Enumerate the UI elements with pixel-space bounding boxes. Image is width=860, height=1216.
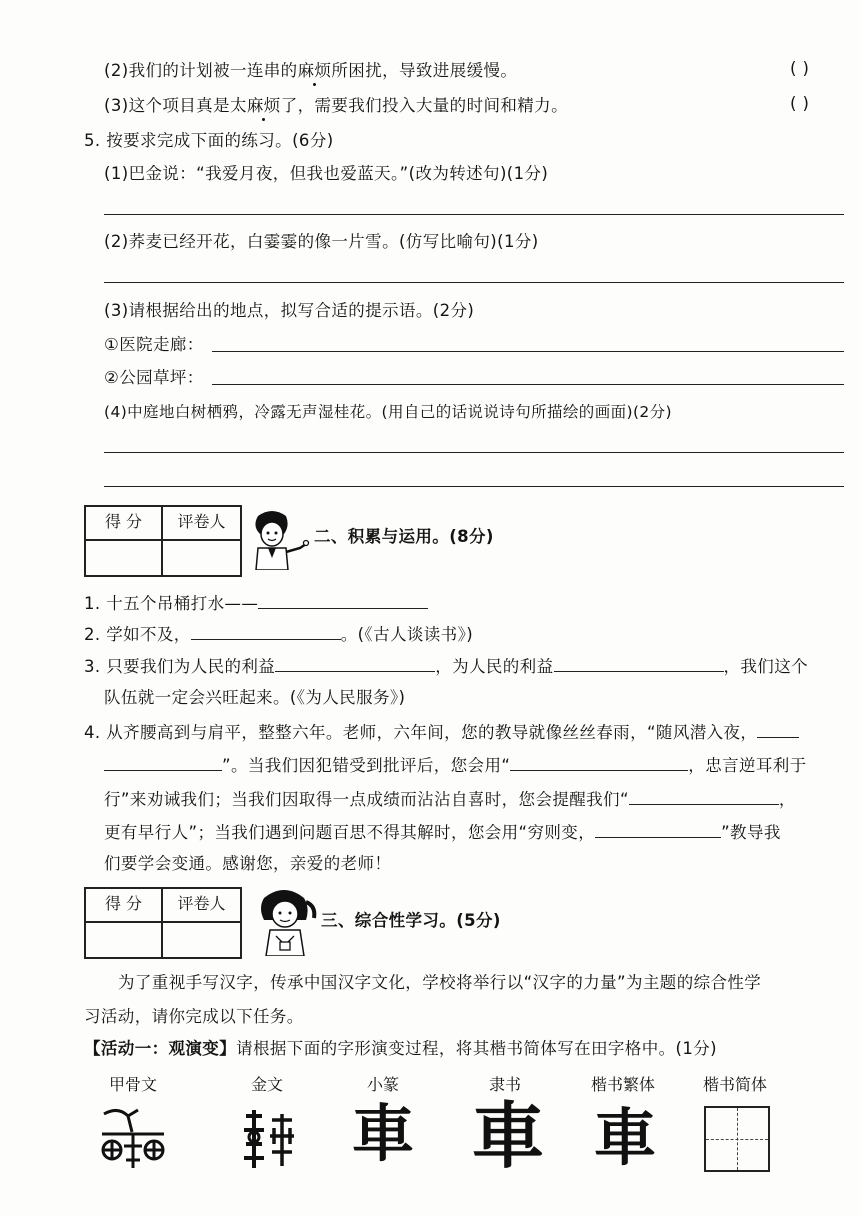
- grader-entry-cell[interactable]: [163, 541, 240, 575]
- q5-3-prompt: (3)请根据给出的地点，拟写合适的提示语。(2分): [104, 301, 475, 320]
- label-clerical: 隶书: [488, 1075, 521, 1094]
- q5-title: 5. 按要求完成下面的练习。(6分): [84, 131, 334, 150]
- s2-item-3-text-c: ，我们这个: [723, 657, 808, 676]
- oracle-bone-glyph: [98, 1106, 168, 1172]
- label-simplified-regular: 楷书简体: [702, 1075, 767, 1094]
- label-small-seal: 小篆: [366, 1075, 399, 1094]
- s2-item-1-text: 1. 十五个吊桶打水——: [84, 594, 259, 613]
- s2-item-2-text-a: 2. 学如不及，: [84, 625, 191, 644]
- s2-item-4-text-4a: 更有早行人”；当我们遇到问题百思不得其解时，您会用“穷则变，: [104, 823, 596, 842]
- s2-item-1: [84, 592, 428, 615]
- s2-item-2: [84, 623, 473, 646]
- score-box-section-3: [84, 887, 242, 959]
- q5-2-answer-line[interactable]: [104, 282, 844, 283]
- s2-item-3-text-a: 3. 只要我们为人民的利益: [84, 657, 276, 676]
- boy-pointing-illustration: [244, 508, 310, 570]
- q5-3-a-answer-line[interactable]: [212, 351, 844, 352]
- q4-item-3-text-a: (3)这个项目真是太: [104, 96, 247, 115]
- q4-item-2-answer-paren[interactable]: ( ): [790, 59, 810, 78]
- q4-item-3: [104, 95, 568, 117]
- bronze-glyph: [240, 1106, 296, 1172]
- s2-item-4-text-2: ”。当我们因犯错受到批评后，您会用“: [222, 756, 511, 775]
- q4-item-3-dotted-word: 麻烦: [246, 96, 281, 115]
- s3-intro-line-1: 为了重视手写汉字，传承中国汉字文化，学校将举行以“汉字的力量”为主题的综合性学: [118, 973, 762, 992]
- s2-item-1-blank[interactable]: [258, 592, 428, 609]
- s2-item-4-blank-3[interactable]: [629, 788, 779, 805]
- s2-item-3-blank-1[interactable]: [275, 655, 435, 672]
- q4-item-2: [104, 60, 517, 82]
- s2-item-2-text-b: 。(《古人谈读书》): [340, 625, 474, 644]
- s2-item-4-line-1: [84, 721, 799, 744]
- section-3-heading: 三、综合性学习。(5分): [321, 911, 501, 930]
- tian-zi-ge-answer-grid[interactable]: [704, 1106, 770, 1172]
- s2-item-4-text-2b: ，忠言逆耳利于: [688, 756, 807, 775]
- grader-label: 评卷人: [177, 894, 226, 913]
- traditional-regular-glyph: 車: [593, 1101, 656, 1174]
- label-traditional-regular: 楷书繁体: [590, 1075, 655, 1094]
- s2-item-4-text-3b: ，: [778, 790, 796, 809]
- s2-item-4-line-5: 们要学会变通。感谢您，亲爱的老师！: [104, 854, 392, 873]
- activity-1-tag: 【活动一：观演变】: [84, 1039, 237, 1058]
- q5-3-a-label: ①医院走廊：: [104, 335, 204, 354]
- s2-item-4-line-2: [104, 754, 807, 777]
- label-bronze: 金文: [250, 1075, 283, 1094]
- q4-item-3-answer-paren[interactable]: ( ): [790, 94, 810, 113]
- s3-activity-1: [84, 1038, 717, 1060]
- s2-item-4-blank-2[interactable]: [510, 754, 688, 771]
- section-2-heading: 二、积累与运用。(8分): [314, 527, 494, 546]
- score-box-section-2: [84, 505, 242, 577]
- s2-item-3-line-1: [84, 655, 808, 678]
- q4-item-2-text-b: 所困扰，导致进展缓慢。: [331, 61, 518, 80]
- q5-3-b-answer-line[interactable]: [212, 384, 844, 385]
- q5-4-answer-line-2[interactable]: [104, 486, 844, 487]
- score-entry-cell[interactable]: [86, 923, 161, 957]
- grader-label: 评卷人: [177, 512, 226, 531]
- s2-item-4-line-4: [104, 821, 781, 844]
- score-label: 得 分: [104, 894, 143, 913]
- clerical-glyph: 車: [471, 1093, 544, 1178]
- small-seal-glyph: 車: [351, 1097, 414, 1170]
- q5-4-answer-line-1[interactable]: [104, 452, 844, 453]
- s2-item-3-blank-2[interactable]: [554, 655, 724, 672]
- s3-intro-line-2: 习活动，请你完成以下任务。: [84, 1007, 304, 1026]
- s2-item-4-text-1: 4. 从齐腰高到与肩平，整整六年。老师，六年间，您的教导就像丝丝春雨，“随风潜入夜，: [84, 723, 758, 742]
- q5-1-prompt: (1)巴金说：“我爱月夜，但我也爱蓝天。”(改为转述句)(1分): [104, 164, 549, 183]
- label-oracle-bone: 甲骨文: [108, 1075, 157, 1094]
- s2-item-3-text-b: ，为人民的利益: [435, 657, 554, 676]
- score-entry-cell[interactable]: [86, 541, 161, 575]
- q4-item-2-text-a: (2)我们的计划被一连串的: [104, 61, 298, 80]
- q4-item-3-text-b: 了，需要我们投入大量的时间和精力。: [280, 96, 568, 115]
- s2-item-4-blank-1[interactable]: [757, 721, 799, 738]
- s2-item-2-blank[interactable]: [191, 623, 341, 640]
- s2-item-4-text-3a: 行”来劝诫我们；当我们因取得一点成绩而沾沾自喜时，您会提醒我们“: [104, 790, 629, 809]
- q4-item-2-dotted-word: 麻烦: [297, 61, 332, 80]
- q5-3-b-label: ②公园草坪：: [104, 368, 204, 387]
- s2-item-4-blank-4[interactable]: [595, 821, 721, 838]
- q5-2-prompt: (2)荞麦已经开花，白霎霎的像一片雪。(仿写比喻句)(1分): [104, 232, 539, 251]
- s2-item-4-blank-1b[interactable]: [104, 754, 222, 771]
- q5-1-answer-line[interactable]: [104, 214, 844, 215]
- activity-1-text: 请根据下面的字形演变过程，将其楷书简体写在田字格中。(1分): [236, 1039, 717, 1058]
- girl-illustration: [254, 886, 320, 956]
- q5-4-prompt: (4)中庭地白树栖鸦，冷露无声湿桂花。(用自己的话说说诗句所描绘的画面)(2分): [104, 403, 673, 421]
- grader-entry-cell[interactable]: [163, 923, 240, 957]
- s2-item-3-line-2: 队伍就一定会兴旺起来。(《为人民服务》): [104, 688, 406, 707]
- score-label: 得 分: [104, 512, 143, 531]
- s2-item-4-text-4b: ”教导我: [721, 823, 781, 842]
- s2-item-4-line-3: [104, 788, 796, 811]
